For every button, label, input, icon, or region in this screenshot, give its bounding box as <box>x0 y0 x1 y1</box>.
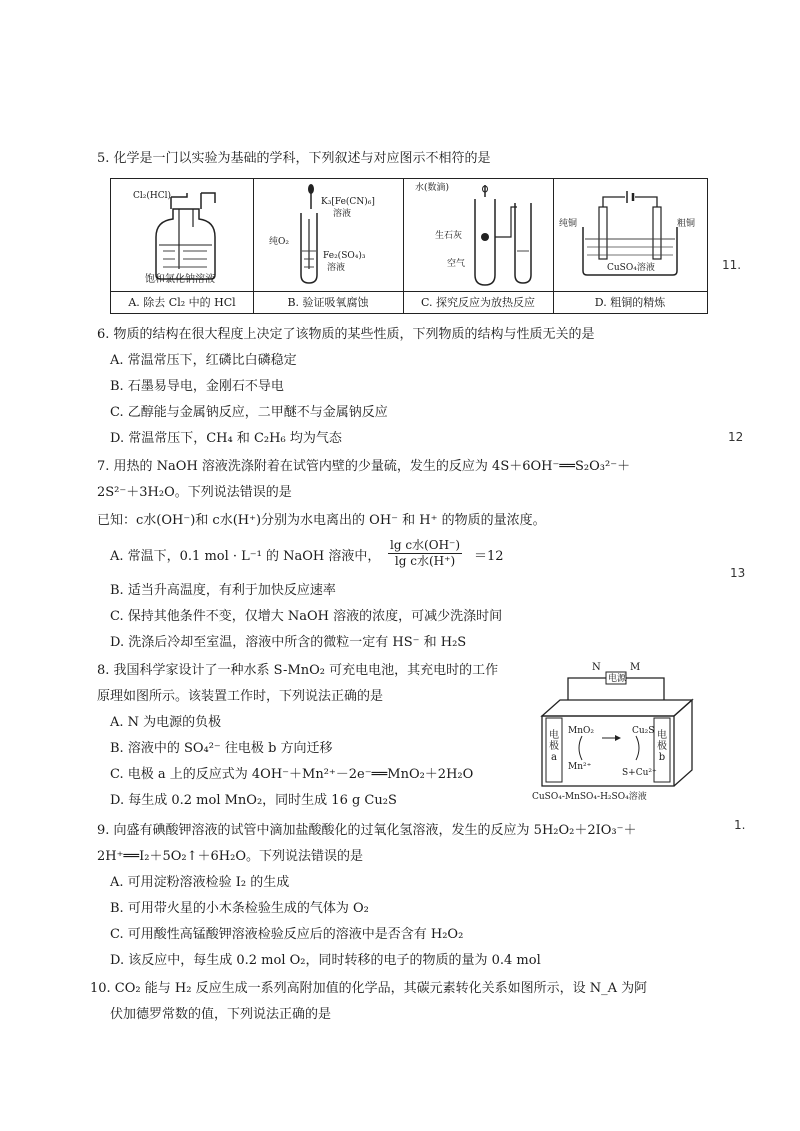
q8-battery-figure <box>532 660 708 806</box>
q5-fig-c-label-air: 空气 <box>447 259 466 269</box>
q5-fig-d-label-left: 纯铜 <box>559 219 578 229</box>
margin-number-13: 13 <box>730 566 746 580</box>
q7-option-b: B. 适当升高温度，有利于加快反应速率 <box>110 583 336 598</box>
q5-fig-b-label-o2: 纯O₂ <box>269 237 289 247</box>
q8-option-c: C. 电极 a 上的反应式为 4OH⁻＋Mn²⁺－2e⁻══MnO₂＋2H₂O <box>110 767 474 782</box>
q7-stem: 7. 用热的 NaOH 溶液洗涤附着在试管内壁的少量硫，发生的反应为 4S＋6OH⁻══S₂O₃²⁻＋ <box>97 459 631 474</box>
q8-fig-electrode-a: 电极a <box>549 730 559 763</box>
q5-fig-c <box>403 179 554 291</box>
q5-fig-c-caption: C. 探究反应为放热反应 <box>403 291 554 313</box>
q8-fig-scu: S+Cu²⁺ <box>622 768 657 778</box>
margin-number-14: 1. <box>734 818 746 832</box>
q7-fraction-numerator: lg c水(OH⁻) <box>390 538 461 552</box>
electrolysis-cell-icon <box>553 179 707 291</box>
test-tube-dropper-icon <box>253 179 403 291</box>
q8-option-b: B. 溶液中的 SO₄²⁻ 往电极 b 方向迁移 <box>110 741 333 756</box>
q9-option-b: B. 可用带火星的小木条检验生成的气体为 O₂ <box>110 901 369 916</box>
q8-option-d: D. 每生成 0.2 mol MnO₂，同时生成 16 g Cu₂S <box>110 793 397 808</box>
q8-fig-mno2: MnO₂ <box>568 726 594 736</box>
q9-stem: 9. 向盛有碘酸钾溶液的试管中滴加盐酸酸化的过氧化氢溶液，发生的反应为 5H₂O₂＋2IO₃⁻＋ <box>97 823 637 838</box>
q9-option-a: A. 可用淀粉溶液检验 I₂ 的生成 <box>110 875 290 890</box>
q5-fig-b-label-fe: Fe₂(SO₄)₃ <box>323 251 366 261</box>
q7-option-a-fraction <box>388 538 462 569</box>
q5-fig-b-caption: B. 验证吸氧腐蚀 <box>253 291 404 313</box>
q9-option-d: D. 该反应中，每生成 0.2 mol O₂，同时转移的电子的物质的量为 0.4 mol <box>110 953 541 968</box>
q10-stem: 10. CO₂ 能与 H₂ 反应生成一系列高附加值的化学品，其碳元素转化关系如图所示，设 N_A 为阿 <box>90 981 648 996</box>
q6-stem: 6. 物质的结构在很大程度上决定了该物质的某些性质，下列物质的结构与性质无关的是 <box>97 327 595 342</box>
q8-fig-electrode-b: 电极b <box>657 730 667 763</box>
q7-option-a-suffix: ＝12 <box>474 549 504 564</box>
q5-fig-c-label-water: 水(数滴) <box>415 183 450 193</box>
q8-stem-cont: 原理如图所示。该装置工作时，下列说法正确的是 <box>97 689 384 704</box>
q5-fig-d-label-sol: CuSO₄溶液 <box>607 263 655 273</box>
margin-number-11: 11. <box>722 258 742 272</box>
q5-fig-b-label-reagent2: 溶液 <box>333 209 352 219</box>
q6-option-b: B. 石墨易导电，金刚石不导电 <box>110 379 284 394</box>
q5-fig-c-label-lime: 生石灰 <box>435 231 463 241</box>
q8-fig-mn2: Mn²⁺ <box>568 762 592 772</box>
q6-option-d: D. 常温常压下，CH₄ 和 C₂H₆ 均为气态 <box>110 431 342 446</box>
q5-fig-d-caption: D. 粗铜的精炼 <box>553 291 707 313</box>
q5-fig-a-label-top: Cl₂(HCl) <box>133 191 172 201</box>
q7-fraction-denominator: lg c水(H⁺) <box>394 554 456 568</box>
q9-option-c: C. 可用酸性高锰酸钾溶液检验反应后的溶液中是否含有 H₂O₂ <box>110 927 464 942</box>
q7-option-c: C. 保持其他条件不变，仅增大 NaOH 溶液的浓度，可减少洗涤时间 <box>110 609 503 624</box>
q5-fig-d <box>553 179 707 291</box>
q5-fig-b-label-reagent: K₃[Fe(CN)₆] <box>321 197 375 207</box>
q7-option-a-prefix: A. 常温下，0.1 mol · L⁻¹ 的 NaOH 溶液中， <box>110 549 381 564</box>
q8-stem: 8. 我国科学家设计了一种水系 S-MnO₂ 可充电电池，其充电时的工作 <box>97 663 499 678</box>
q8-fig-cu2s: Cu₂S <box>632 726 655 736</box>
q5-fig-a-label-bottom: 饱和氯化钠溶液 <box>145 274 215 285</box>
q8-option-a: A. N 为电源的负极 <box>110 715 222 730</box>
q5-fig-d-label-right: 粗铜 <box>677 219 696 229</box>
q5-fig-a <box>111 179 254 291</box>
q7-known: 已知：c水(OH⁻)和 c水(H⁺)分别为水电离出的 OH⁻ 和 H⁺ 的物质的量浓度。 <box>97 513 546 528</box>
q8-fig-m: M <box>630 662 641 673</box>
q5-stem: 5. 化学是一门以实验为基础的学科，下列叙述与对应图示不相符的是 <box>97 151 491 166</box>
u-tube-apparatus-icon <box>403 179 553 291</box>
q8-fig-solution: CuSO₄-MnSO₄-H₂SO₄溶液 <box>532 792 647 802</box>
margin-number-12: 12 <box>728 430 744 444</box>
q5-fig-a-caption: A. 除去 Cl₂ 中的 HCl <box>111 291 254 313</box>
q10-stem-cont: 伏加德罗常数的值，下列说法正确的是 <box>110 1007 332 1022</box>
q6-option-a: A. 常温常压下，红磷比白磷稳定 <box>110 353 297 368</box>
q6-option-c: C. 乙醇能与金属钠反应，二甲醚不与金属钠反应 <box>110 405 388 420</box>
q5-figure-table <box>110 178 708 314</box>
q9-stem-cont: 2H⁺══I₂＋5O₂↑＋6H₂O。下列说法错误的是 <box>97 849 363 864</box>
q8-fig-n: N <box>592 662 601 673</box>
q7-option-d: D. 洗涤后冷却至室温，溶液中所含的微粒一定有 HS⁻ 和 H₂S <box>110 635 467 650</box>
q8-fig-source: 电源 <box>608 674 627 684</box>
q5-fig-b <box>253 179 404 291</box>
q7-stem-cont: 2S²⁻＋3H₂O。下列说法错误的是 <box>97 485 292 500</box>
q5-fig-b-label-fe2: 溶液 <box>327 263 346 273</box>
